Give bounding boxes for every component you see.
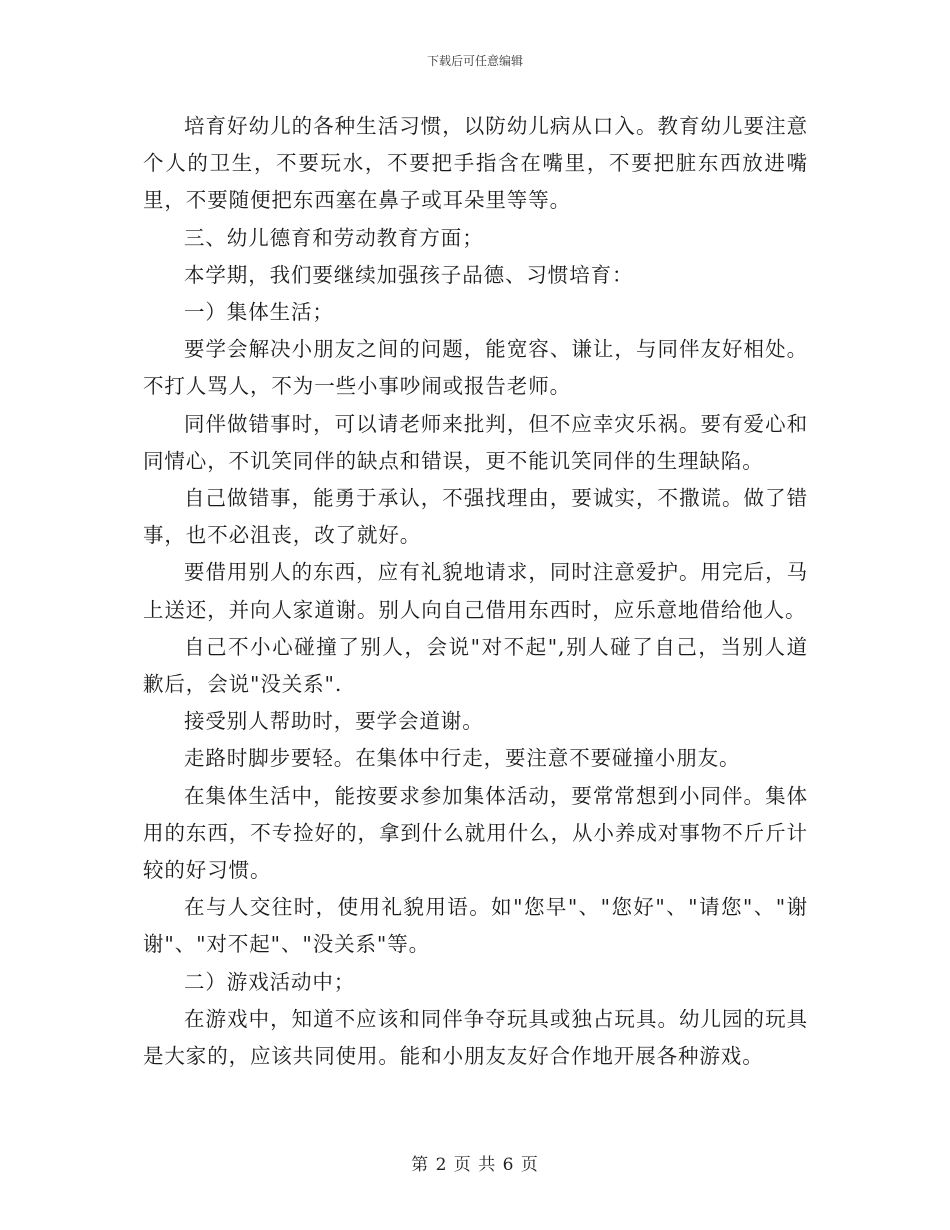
paragraph: 在游戏中，知道不应该和同伴争夺玩具或独占玩具。幼儿园的玩具是大家的，应该共同使用。能和小朋友友好合作地开展各种游戏。	[143, 1006, 808, 1069]
paragraph: 在与人交往时，使用礼貌用语。如"您早"、"您好"、"请您"、"谢谢"、"对不起"、"没关系"等。	[143, 895, 808, 957]
paragraph: 在集体生活中，能按要求参加集体活动，要常常想到小同伴。集体用的东西，不专捡好的，拿到什么就用什么，从小养成对事物不斤斤计较的好习惯。	[143, 783, 808, 883]
section-heading: 三、幼儿德育和劳动教育方面；	[184, 225, 484, 250]
paragraph: 自己不小心碰撞了别人，会说"对不起",别人碰了自己，当别人道歉后，会说"没关系".	[143, 634, 808, 697]
paragraph: 要学会解决小朋友之间的问题，能宽容、谦让，与同伴友好相处。不打人骂人，不为一些小事吵闹或报告老师。	[143, 337, 808, 399]
subsection-heading: 二）游戏活动中；	[184, 969, 356, 994]
page-header: 下载后可任意编辑	[426, 54, 523, 68]
subsection-heading: 一）集体生活；	[184, 300, 334, 325]
paragraph: 要借用别人的东西，应有礼貌地请求，同时注意爱护。用完后，马上送还，并向人家道谢。别人向自己借用东西时，应乐意地借给他人。	[143, 560, 808, 622]
paragraph: 接受别人帮助时，要学会道谢。	[184, 709, 484, 734]
document-body	[143, 108, 808, 1075]
paragraph: 自己做错事，能勇于承认，不强找理由，要诚实，不撒谎。做了错事，也不必沮丧，改了就好。	[143, 486, 808, 548]
paragraph: 走路时脚步要轻。在集体中行走，要注意不要碰撞小朋友。	[184, 746, 741, 771]
paragraph: 培育好幼儿的各种生活习惯，以防幼儿病从口入。教育幼儿要注意个人的卫生，不要玩水，不要把手指含在嘴里，不要把脏东西放进嘴里，不要随便把东西塞在鼻子或耳朵里等等。	[143, 114, 808, 213]
paragraph: 同伴做错事时，可以请老师来批判，但不应幸灾乐祸。要有爱心和同情心，不讥笑同伴的缺点和错误，更不能讥笑同伴的生理缺陷。	[143, 411, 808, 473]
paragraph: 本学期，我们要继续加强孩子品德、习惯培育：	[184, 262, 634, 287]
page-number: 第 2 页 共 6 页	[411, 1155, 539, 1175]
